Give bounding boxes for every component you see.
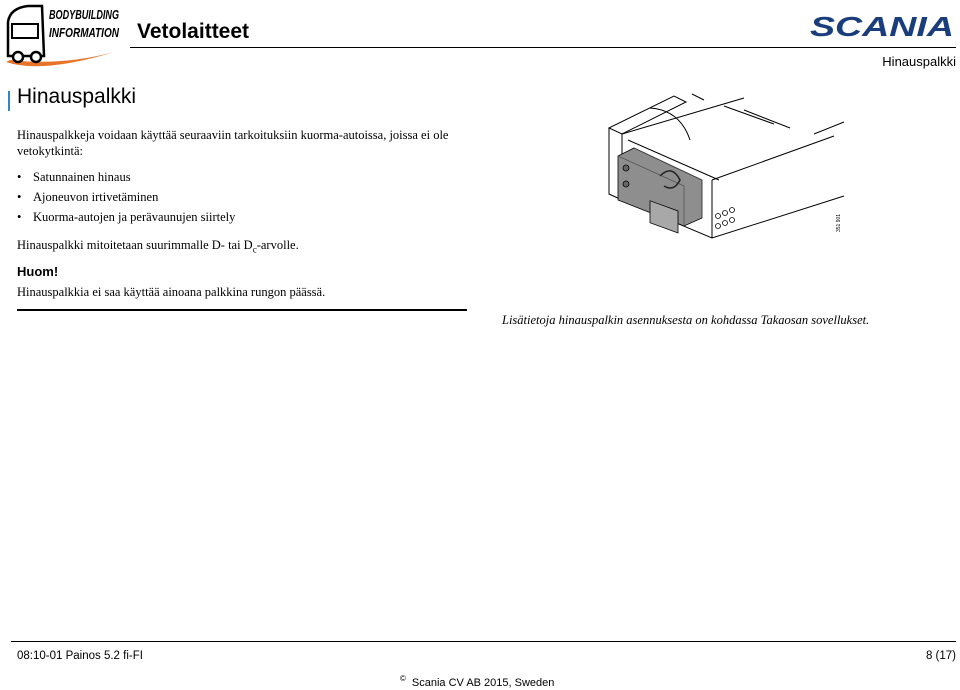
copyright-notice (400, 674, 554, 689)
frame-bolt-holes (716, 208, 735, 229)
truck-icon (8, 6, 44, 62)
bodybuilding-information-logo (2, 0, 120, 72)
footer-divider (11, 641, 956, 642)
note-heading: Huom! (17, 264, 59, 279)
list-item: • Ajoneuvon irtivetäminen (17, 187, 235, 207)
chapter-title: Vetolaitteet (137, 20, 250, 43)
usage-list (17, 167, 235, 227)
illustration-code: 351 901 (836, 213, 842, 232)
copyright-symbol: © (400, 674, 406, 683)
note-divider (17, 309, 467, 311)
more-info-text: Lisätietoja hinauspalkin asennuksesta on kohdassa Takaosan sovellukset. (502, 313, 870, 327)
scania-logo (810, 12, 956, 40)
copyright-text: Scania CV AB 2015, Sweden (411, 676, 555, 689)
dimension-paragraph (17, 237, 299, 258)
dimension-text-end: -arvolle. (256, 238, 299, 252)
dimension-subscript: c (252, 244, 257, 255)
document-reference: 08:10-01 Painos 5.2 fi-FI (17, 650, 143, 662)
intro-paragraph: Hinauspalkkeja voidaan käyttää seuraaviin tarkoituksiin kuorma-autoissa, joissa ei ole vetokytkintä: (17, 128, 449, 158)
list-item: • Kuorma-autojen ja perävaunujen siirtely (17, 207, 235, 227)
section-label: Hinauspalkki (882, 54, 956, 69)
page-number: 8 (17) (925, 650, 956, 662)
logo-text-line2: INFORMATION (49, 25, 120, 40)
towing-beam-illustration (604, 88, 844, 244)
dimension-text-start: Hinauspalkki mitoitetaan suurimmalle D- tai D (17, 238, 253, 252)
page-heading: Hinauspalkki (17, 85, 137, 108)
scania-logo-text: SCANIA (810, 11, 954, 42)
towing-beam (618, 148, 702, 233)
note-text: Hinauspalkkia ei saa käyttää ainoana palkkina rungon päässä. (17, 285, 326, 299)
header-divider (130, 47, 956, 48)
heading-accent-bar (8, 91, 10, 111)
list-item: • Satunnainen hinaus (17, 167, 235, 187)
logo-text-line1: BODYBUILDING (49, 7, 119, 22)
